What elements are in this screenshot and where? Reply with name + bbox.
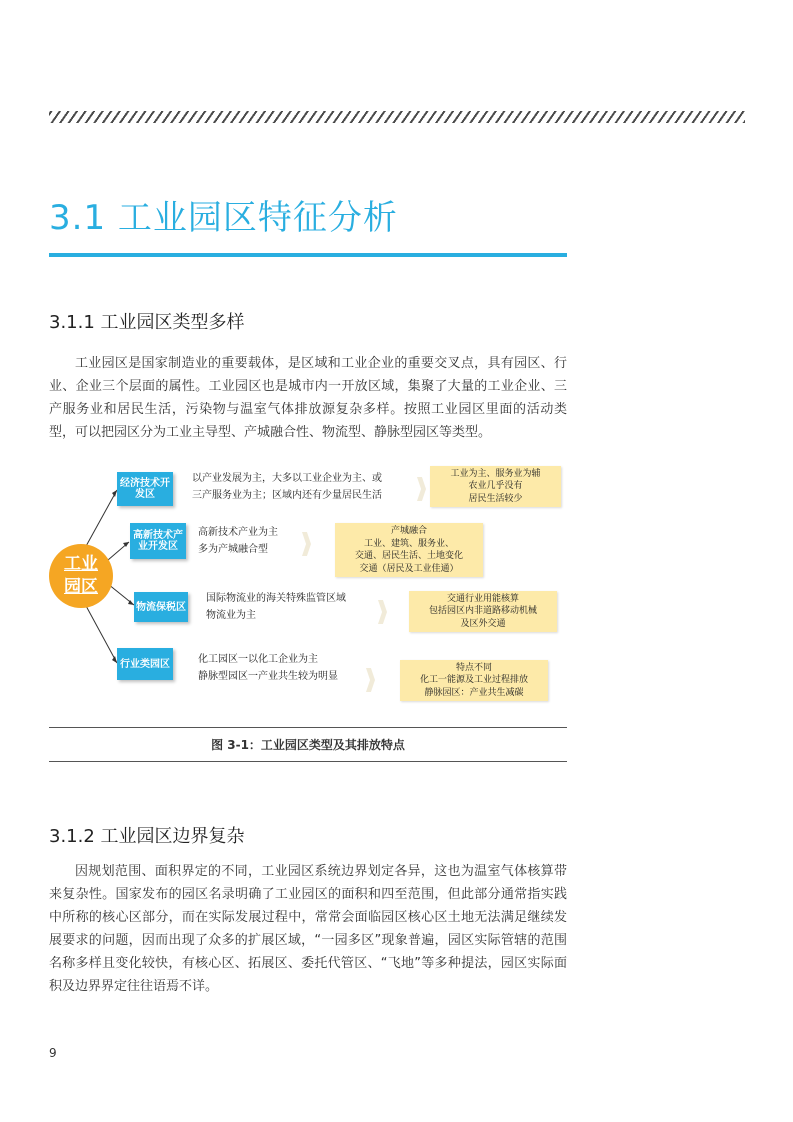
figure-caption: 图 3-1：工业园区类型及其排放特点 — [211, 738, 405, 752]
type-description-1: 以产业发展为主，大多以工业企业为主、或 三产服务业为主；区域内还有少量居民生活 — [192, 473, 382, 501]
type-description-2: 高新技术产业为主 多为产城融合型 — [198, 527, 278, 555]
section-title: 3.1 工业园区特征分析 — [49, 198, 398, 238]
type-description-4: 化工园区一以化工企业为主 静脉型园区一产业共生较为明显 — [198, 654, 338, 682]
type-description-3: 国际物流业的海关特殊监管区域 物流业为主 — [206, 593, 346, 621]
type-box-3 — [134, 592, 188, 622]
subsection-title-1: 3.1.1 工业园区类型多样 — [49, 312, 245, 333]
type-box-4 — [117, 648, 173, 680]
figure-caption-bottom-rule — [49, 761, 567, 762]
feature-box-4: 特点不同 化工一能源及工业过程排放 静脉园区：产业共生减碳 — [400, 660, 548, 701]
feature-box-1: 工业为主、服务业为辅 农业几乎没有 居民生活较少 — [430, 466, 561, 507]
feature-box-3: 交通行业用能核算 包括园区内非道路移动机械 及区外交通 — [409, 591, 557, 632]
connector-line-4 — [85, 604, 117, 663]
subsection-title-2: 3.1.2 工业园区边界复杂 — [49, 826, 245, 847]
type-box-1 — [117, 472, 173, 506]
type-box-2 — [130, 523, 186, 559]
type-label-3: 物流保税区 — [136, 601, 186, 613]
type-label-1: 经济技术开发区 — [120, 478, 170, 500]
figure-caption-top-rule — [49, 727, 567, 728]
figure-center-label: 工业园区 — [64, 554, 98, 597]
subsection-1-paragraph: 工业园区是国家制造业的重要载体，是区域和工业企业的重要交叉点，具有园区、行业、企业三个层面的属性。工业园区也是城市内一开放区域，集聚了大量的工业企业、三产服务业和居民生活，污染物与温室气体排放源复杂多样。按照工业园区里面的活动类型，可以把园区分为工业主导型、产城融合性、物流型、静脉型园区等类型。 — [49, 356, 567, 440]
feature-box-2: 产城融合 工业、建筑、服务业、 交通、居民生活、土地变化 交通（居民及工业佳通） — [335, 523, 483, 577]
type-label-4: 行业类园区 — [120, 658, 170, 670]
connector-line-1 — [85, 490, 117, 548]
page-number: 9 — [49, 1046, 57, 1060]
subsection-2-paragraph: 因规划范围、面积界定的不同，工业园区系统边界划定各异，这也为温室气体核算带来复杂性。国家发布的园区名录明确了工业园区的面积和四至范围，但此部分通常指实践中所称的核心区部分，而在实际发展过程中，常常会面临园区核心区土地无法满足继续发展要求的问题，因而出现了众多的扩展区域，“一园多区”现象普遍，园区实际管辖的范围名称多样且变化较快，有核心区、拓展区、委托代管区、“飞地”等多种提法，园区实际面积及边界界定往往语焉不详。 — [49, 864, 567, 994]
type-label-2: 高新技术产业开发区 — [133, 530, 183, 552]
figure-center-node — [49, 544, 113, 608]
